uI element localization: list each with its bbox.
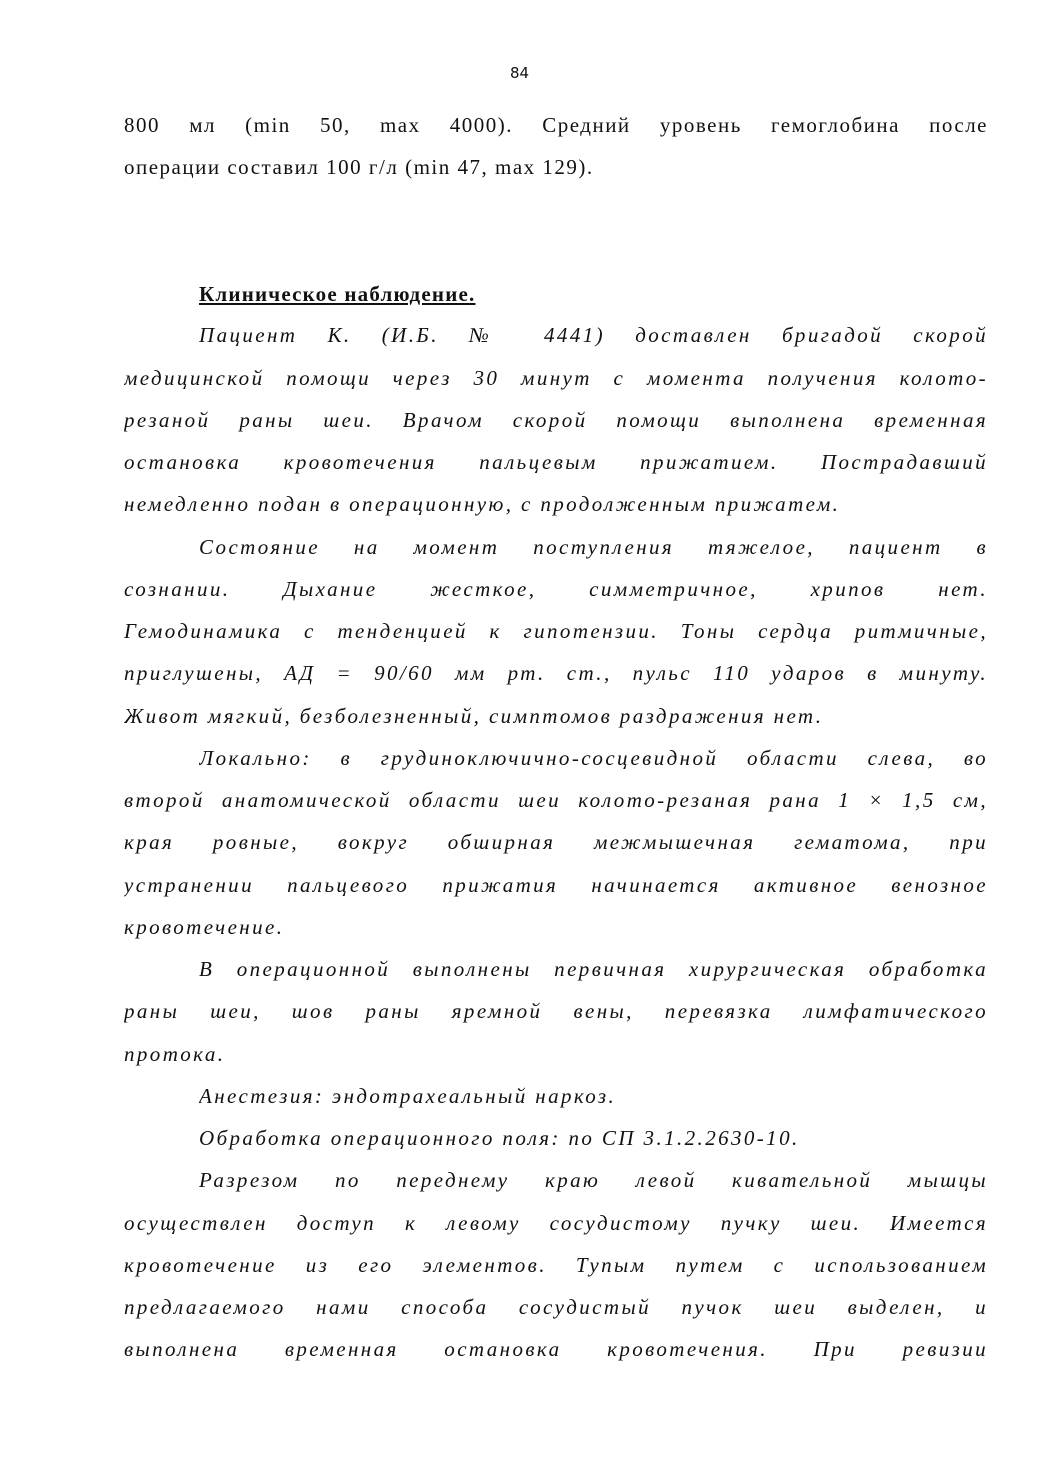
text-line: В операционной выполнены первичная хирургическая обработка — [199, 957, 988, 981]
text-line: края ровные, вокруг обширная межмышечная гематома, при — [124, 830, 988, 854]
text-line: приглушены, АД = 90/60 мм рт. ст., пульс 110 ударов в минуту. — [124, 661, 988, 685]
text-line: протока. — [124, 1042, 226, 1066]
text-line: операции составил 100 г/л (min 47, max 129). — [124, 155, 594, 179]
text-line: Разрезом по переднему краю левой кивательной мышцы — [199, 1168, 988, 1192]
page-number: 84 — [509, 64, 530, 82]
text-line: раны шеи, шов раны яремной вены, перевязка лимфатического — [124, 999, 988, 1023]
text-line: осуществлен доступ к левому сосудистому пучку шеи. Имеется — [124, 1211, 988, 1235]
text-line: предлагаемого нами способа сосудистый пучок шеи выделен, и — [124, 1295, 988, 1319]
text-line: немедленно подан в операционную, с продолженным прижатем. — [124, 492, 841, 516]
text-line: второй анатомической области шеи колото-резаная рана 1 × 1,5 см, — [124, 788, 988, 812]
text-line: Живот мягкий, безболезненный, симптомов раздражения нет. — [124, 704, 824, 728]
text-line: Анестезия: эндотрахеальный наркоз. — [199, 1084, 617, 1108]
text-line: кровотечение из его элементов. Тупым путем с использованием — [124, 1253, 988, 1277]
text-line: Обработка операционного поля: по СП 3.1.2.2630-10. — [199, 1126, 800, 1150]
text-line: 800 мл (min 50, max 4000). Средний уровень гемоглобина после — [124, 113, 988, 137]
text-line: устранении пальцевого прижатия начинается активное венозное — [124, 873, 988, 897]
text-line: выполнена временная остановка кровотечения. При ревизии — [124, 1337, 988, 1361]
section-heading: Клиническое наблюдение. — [199, 282, 476, 306]
text-line: кровотечение. — [124, 915, 285, 939]
text-line: Пациент К. (И.Б. № 4441) доставлен бригадой скорой — [199, 323, 988, 347]
text-line: Состояние на момент поступления тяжелое, пациент в — [199, 535, 988, 559]
text-line: Гемодинамика с тенденцией к гипотензии. Тоны сердца ритмичные, — [124, 619, 988, 643]
text-line: остановка кровотечения пальцевым прижатием. Пострадавший — [124, 450, 988, 474]
text-line: резаной раны шеи. Врачом скорой помощи выполнена временная — [124, 408, 988, 432]
text-line: сознании. Дыхание жесткое, симметричное, хрипов нет. — [124, 577, 988, 601]
text-line: медицинской помощи через 30 минут с момента получения колото- — [124, 366, 988, 390]
text-line: Локально: в грудиноключично-сосцевидной области слева, во — [199, 746, 988, 770]
